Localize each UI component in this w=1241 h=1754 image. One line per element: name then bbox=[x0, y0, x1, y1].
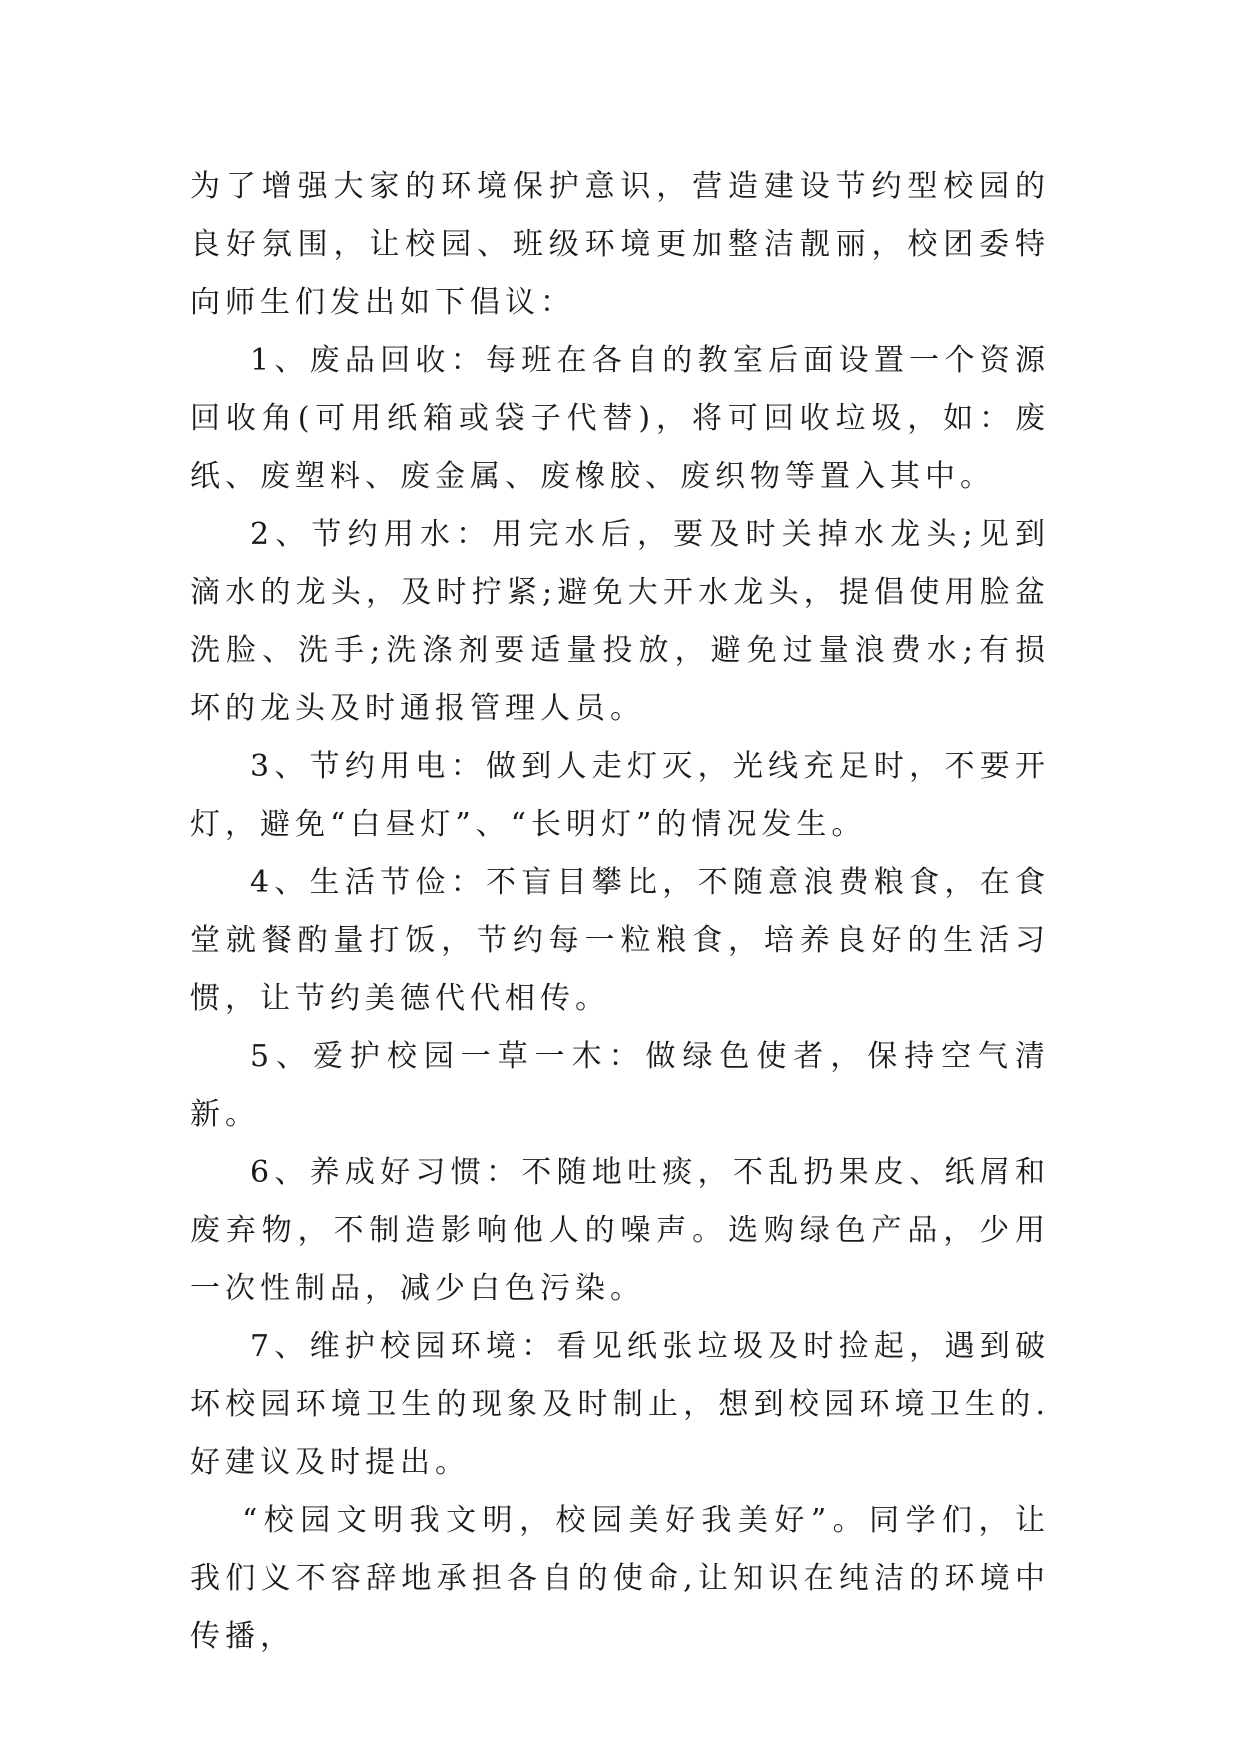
item-good-habits: 6、养成好习惯：不随地吐痰，不乱扔果皮、纸屑和废弃物，不制造影响他人的噪声。选购绿色产品，少用一次性制品，减少白色污染。 bbox=[190, 1155, 1050, 1306]
item-save-electricity: 3、节约用电：做到人走灯灭，光线充足时，不要开灯，避免“白昼灯”、“长明灯”的情况发生。 bbox=[190, 749, 1050, 842]
closing-paragraph: “校园文明我文明，校园美好我美好”。同学们，让我们义不容辞地承担各自的使命,让知识在纯洁的环境中传播， bbox=[190, 1503, 1050, 1654]
item-maintain-environment: 7、维护校园环境：看见纸张垃圾及时捡起，遇到破坏校园环境卫生的现象及时制止，想到校园环境卫生的.好建议及时提出。 bbox=[190, 1329, 1050, 1480]
item-waste-recycling: 1、废品回收：每班在各自的教室后面设置一个资源回收角(可用纸箱或袋子代替)，将可回收垃圾，如：废纸、废塑料、废金属、废橡胶、废织物等置入其中。 bbox=[190, 343, 1050, 494]
document-body bbox=[190, 158, 1050, 1666]
item-save-water: 2、节约用水：用完水后，要及时关掉水龙头;见到滴水的龙头，及时拧紧;避免大开水龙头，提倡使用脸盆洗脸、洗手;洗涤剂要适量投放，避免过量浪费水;有损坏的龙头及时通报管理人员。 bbox=[190, 517, 1050, 726]
item-frugal-living: 4、生活节俭：不盲目攀比，不随意浪费粮食，在食堂就餐酌量打饭，节约每一粒粮食，培养良好的生活习惯，让节约美德代代相传。 bbox=[190, 865, 1050, 1016]
intro-paragraph: 为了增强大家的环境保护意识，营造建设节约型校园的良好氛围，让校园、班级环境更加整洁靓丽，校团委特向师生们发出如下倡议： bbox=[190, 169, 1050, 320]
item-protect-plants: 5、爱护校园一草一木：做绿色使者，保持空气清新。 bbox=[190, 1039, 1050, 1132]
